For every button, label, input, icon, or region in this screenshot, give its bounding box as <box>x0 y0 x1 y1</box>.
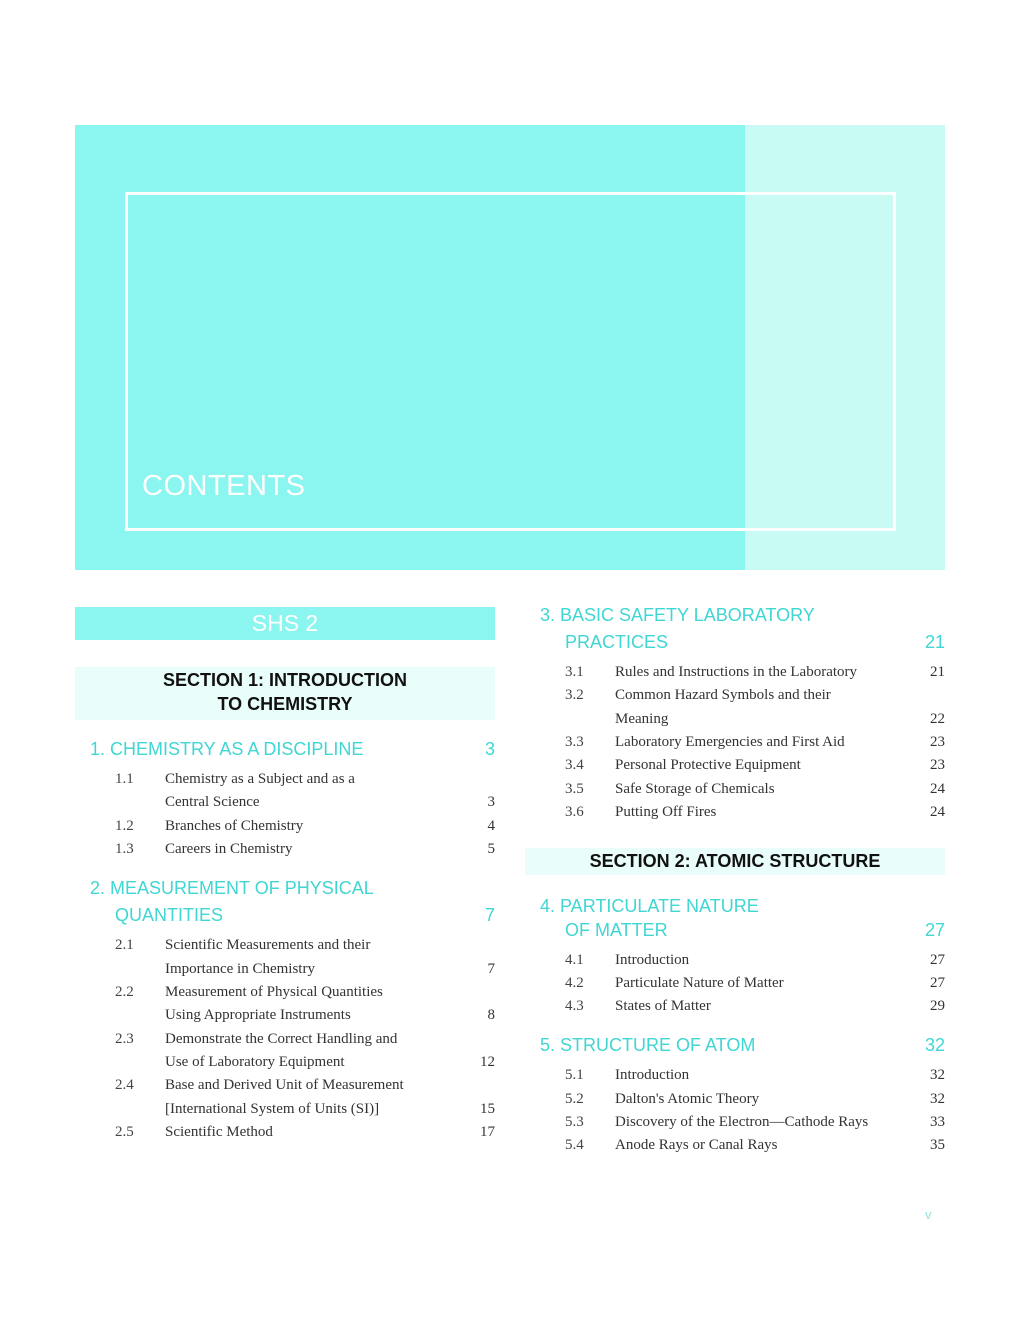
toc-item-page: 15 <box>480 1101 495 1117</box>
chapter-5-title[interactable]: 5. STRUCTURE OF ATOM <box>540 1035 756 1055</box>
toc-item-number: 2.2 <box>115 984 134 1000</box>
toc-item-title-cont[interactable]: Using Appropriate Instruments <box>165 1007 351 1023</box>
toc-item-number: 1.1 <box>115 771 134 787</box>
toc-item-title[interactable]: Scientific Method <box>165 1124 273 1140</box>
chapter-4-page: 27 <box>924 920 945 940</box>
section-1-title-line2: TO CHEMISTRY <box>217 694 353 714</box>
toc-item-page: 12 <box>480 1054 495 1070</box>
chapter-3-title-cont[interactable]: PRACTICES <box>565 632 669 652</box>
toc-item-title[interactable]: Common Hazard Symbols and their <box>615 687 831 703</box>
toc-item-page: 35 <box>930 1137 945 1153</box>
toc-item-title[interactable]: Personal Protective Equipment <box>615 757 801 773</box>
section-2-title: SECTION 2: ATOMIC STRUCTURE <box>589 851 881 871</box>
toc-item-title[interactable]: Discovery of the Electron—Cathode Rays <box>615 1114 869 1130</box>
toc-item-title[interactable]: Dalton's Atomic Theory <box>615 1091 760 1107</box>
shs-label: SHS 2 <box>251 610 319 636</box>
toc-item-number: 5.3 <box>565 1114 584 1130</box>
toc-item-number: 3.1 <box>565 664 584 680</box>
toc-item-number: 1.2 <box>115 818 134 834</box>
chapter-2-title[interactable]: 2. MEASUREMENT OF PHYSICAL <box>90 878 374 898</box>
toc-item-page: 23 <box>930 734 945 750</box>
toc-item-page: 24 <box>930 781 945 797</box>
toc-item-title[interactable]: Anode Rays or Canal Rays <box>615 1137 778 1153</box>
chapter-3-page: 21 <box>924 632 945 652</box>
toc-item-number: 2.4 <box>115 1077 134 1093</box>
chapter-1-title[interactable]: 1. CHEMISTRY AS A DISCIPLINE <box>90 739 364 759</box>
toc-item-title[interactable]: Chemistry as a Subject and as a <box>165 771 355 787</box>
toc-item-number: 5.4 <box>565 1137 584 1153</box>
toc-item-page: 5 <box>487 841 495 857</box>
page-number: v <box>925 1207 932 1222</box>
toc-item-page: 17 <box>480 1124 495 1140</box>
toc-item-title-cont[interactable]: Importance in Chemistry <box>165 961 315 977</box>
toc-item-title[interactable]: Scientific Measurements and their <box>165 937 371 953</box>
chapter-5-page: 32 <box>924 1035 945 1055</box>
toc-item-title[interactable]: States of Matter <box>615 998 711 1014</box>
toc-item-page: 24 <box>930 804 945 820</box>
toc-item-number: 2.3 <box>115 1031 134 1047</box>
chapter-4-title-cont[interactable]: OF MATTER <box>565 920 668 940</box>
toc-item-number: 3.4 <box>565 757 584 773</box>
toc-item-page: 3 <box>487 794 495 810</box>
toc-item-page: 32 <box>930 1091 945 1107</box>
toc-item-page: 29 <box>930 998 945 1014</box>
toc-item-title[interactable]: Demonstrate the Correct Handling and <box>165 1031 398 1047</box>
toc-item-title[interactable]: Safe Storage of Chemicals <box>615 781 775 797</box>
toc-item-title[interactable]: Introduction <box>615 1067 690 1083</box>
toc-item-page: 27 <box>930 975 945 991</box>
toc-item-page: 21 <box>930 664 945 680</box>
toc-item-title[interactable]: Introduction <box>615 952 690 968</box>
chapter-1-page: 3 <box>484 739 495 759</box>
toc-item-page: 8 <box>487 1007 495 1023</box>
chapter-2-title-cont[interactable]: QUANTITIES <box>115 905 224 925</box>
page-title: CONTENTS <box>142 470 306 502</box>
toc-item-title-cont[interactable]: Meaning <box>615 711 669 727</box>
toc-item-number: 4.1 <box>565 952 584 968</box>
toc-item-number: 1.3 <box>115 841 134 857</box>
toc-item-title[interactable]: Careers in Chemistry <box>165 841 293 857</box>
chapter-4-title[interactable]: 4. PARTICULATE NATURE <box>540 896 759 916</box>
chapter-3-title[interactable]: 3. BASIC SAFETY LABORATORY <box>540 605 815 625</box>
toc-item-page: 22 <box>930 711 945 727</box>
toc-item-title-cont[interactable]: [International System of Units (SI)] <box>165 1101 380 1117</box>
toc-item-title[interactable]: Base and Derived Unit of Measurement <box>165 1077 404 1093</box>
toc-item-number: 3.3 <box>565 734 584 750</box>
toc-item-number: 2.5 <box>115 1124 134 1140</box>
toc-item-page: 27 <box>930 952 945 968</box>
toc-item-title[interactable]: Laboratory Emergencies and First Aid <box>615 734 845 750</box>
toc-item-title-cont[interactable]: Use of Laboratory Equipment <box>165 1054 345 1070</box>
toc-item-title[interactable]: Putting Off Fires <box>615 804 717 820</box>
toc-item-title[interactable]: Measurement of Physical Quantities <box>165 984 383 1000</box>
toc-item-page: 7 <box>487 961 495 977</box>
toc-item-number: 5.2 <box>565 1091 584 1107</box>
toc-item-title-cont[interactable]: Central Science <box>165 794 260 810</box>
toc-item-page: 32 <box>930 1067 945 1083</box>
chapter-2-page: 7 <box>484 905 495 925</box>
toc-item-number: 2.1 <box>115 937 134 953</box>
section-1-title-line1: SECTION 1: INTRODUCTION <box>162 670 407 690</box>
toc-item-title[interactable]: Branches of Chemistry <box>165 818 304 834</box>
toc-item-title[interactable]: Particulate Nature of Matter <box>615 975 784 991</box>
toc-item-page: 33 <box>930 1114 945 1130</box>
toc-item-page: 4 <box>487 818 495 834</box>
toc-item-number: 4.2 <box>565 975 584 991</box>
toc-item-title[interactable]: Rules and Instructions in the Laboratory <box>615 664 858 680</box>
toc-item-number: 3.5 <box>565 781 584 797</box>
toc-item-number: 3.2 <box>565 687 584 703</box>
toc-item-page: 23 <box>930 757 945 773</box>
toc-item-number: 4.3 <box>565 998 584 1014</box>
toc-item-number: 5.1 <box>565 1067 584 1083</box>
toc-item-number: 3.6 <box>565 804 584 820</box>
